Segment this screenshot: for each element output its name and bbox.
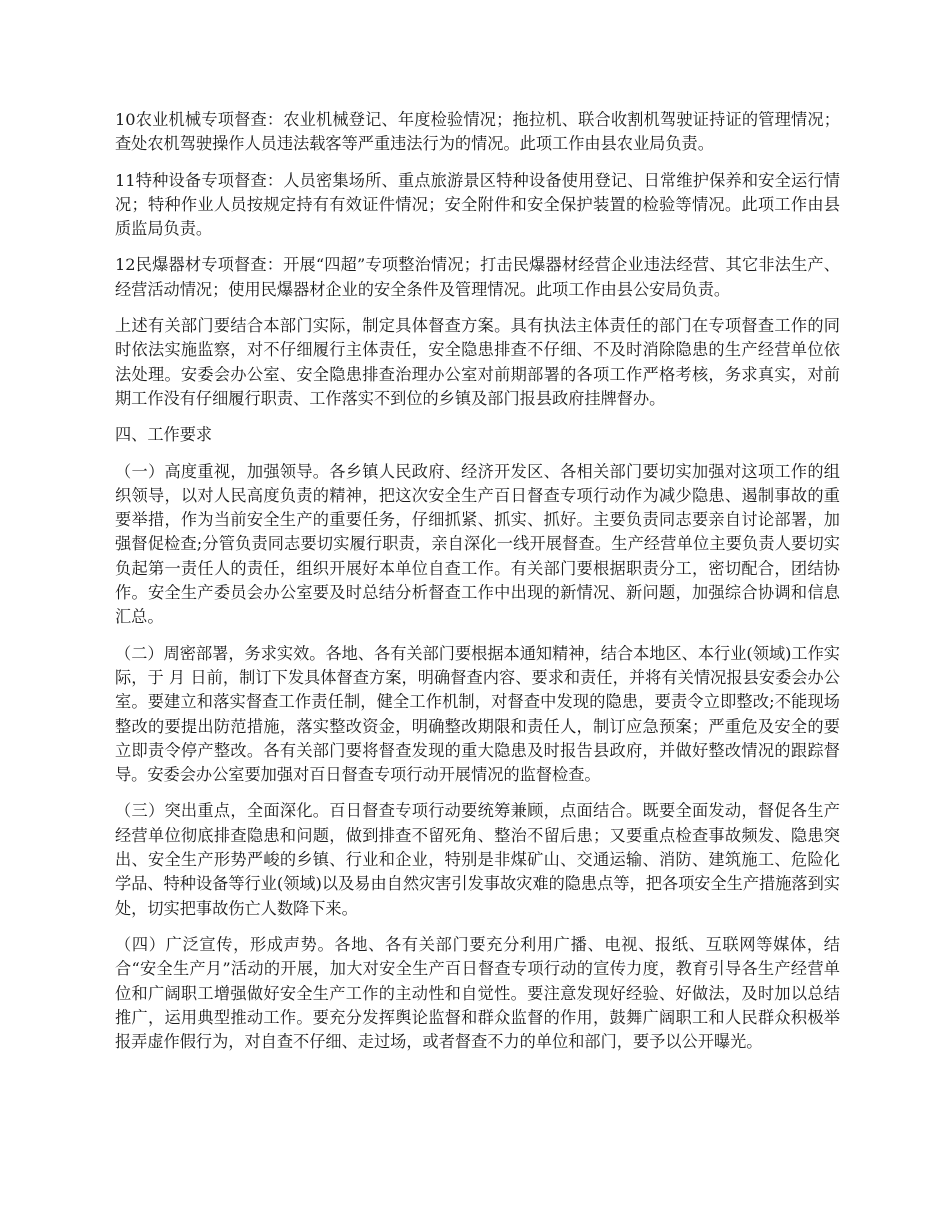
- paragraph-civil-explosives: 12民爆器材专项督查：开展“四超”专项整治情况；打击民爆器材经营企业违法经营、其它非法生产、经营活动情况；使用民爆器材企业的安全条件及管理情况。此项工作由县公安局负责。: [115, 255, 840, 299]
- paragraph-requirement-3: （三）突出重点，全面深化。百日督查专项行动要统筹兼顾，点面结合。既要全面发动，督促各生产经营单位彻底排查隐患和问题，做到排查不留死角、整治不留后患；又要重点检查事故频发、隐患突出、安全生产形势严峻的乡镇、行业和企业，特别是非煤矿山、交通运输、消防、建筑施工、危险化学品、特种设备等行业(领域)以及易由自然灾害引发事故灾难的隐患点等，把各项安全生产措施落到实处，切实把事故伤亡人数降下来。: [115, 801, 840, 918]
- paragraph-department-plans: 上述有关部门要结合本部门实际，制定具体督查方案。具有执法主体责任的部门在专项督查工作的同时依法实施监察，对不仔细履行主体责任，安全隐患排查不仔细、不及时消除隐患的生产经营单位依法处理。安委会办公室、安全隐患排查治理办公室对前期部署的各项工作严格考核，务求真实，对前期工作没有仔细履行职责、工作落实不到位的乡镇及部门报县政府挂牌督办。: [115, 316, 840, 408]
- paragraph-requirement-1: （一）高度重视，加强领导。各乡镇人民政府、经济开发区、各相关部门要切实加强对这项工作的组织领导，以对人民高度负责的精神，把这次安全生产百日督查专项行动作为减少隐患、遏制事故的重要举措，作为当前安全生产的重要任务，仔细抓紧、抓实、抓好。主要负责同志要亲自讨论部署，加强督促检查;分管负责同志要切实履行职责，亲自深化一线开展督查。生产经营单位主要负责人要切实负起第一责任人的责任，组织开展好本单位自查工作。有关部门要根据职责分工，密切配合，团结协作。安全生产委员会办公室要及时总结分析督查工作中出现的新情况、新问题，加强综合协调和信息汇总。: [115, 461, 840, 627]
- section-heading-work-requirements: 四、工作要求: [115, 425, 213, 445]
- paragraph-requirement-2: （二）周密部署，务求实效。各地、各有关部门要根据本通知精神，结合本地区、本行业(领域)工作实际，于 月 日前，制订下发具体督查方案，明确督查内容、要求和责任，并将有关情况报县安委会办公室。要建立和落实督查工作责任制，健全工作机制，对督查中发现的隐患，要责令立即整改;不能现场整改的要提出防范措施，落实整改资金，明确整改期限和责任人，制订应急预案；严重危及安全的要立即责令停产整改。各有关部门要将督查发现的重大隐患及时报告县政府，并做好整改情况的跟踪督导。安委会办公室要加强对百日督查专项行动开展情况的监督检查。: [115, 643, 840, 785]
- paragraph-agricultural-machinery: 10农业机械专项督查：农业机械登记、年度检验情况；拖拉机、联合收割机驾驶证持证的管理情况；查处农机驾驶操作人员违法载客等严重违法行为的情况。此项工作由县农业局负责。: [115, 110, 840, 154]
- document-body: [115, 108, 840, 1066]
- paragraph-special-equipment: 11特种设备专项督查：人员密集场所、重点旅游景区特种设备使用登记、日常维护保养和安全运行情况；特种作业人员按规定持有有效证件情况；安全附件和安全保护装置的检验等情况。此项工作由县质监局负责。: [115, 170, 840, 239]
- paragraph-requirement-4: （四）广泛宣传，形成声势。各地、各有关部门要充分利用广播、电视、报纸、互联网等媒体，结合“安全生产月”活动的开展，加大对安全生产百日督查专项行动的宣传力度，教育引导各生产经营单位和广阔职工增强做好安全生产工作的主动性和自觉性。要注意发现好经验、好做法，及时加以总结推广，运用典型推动工作。要充分发挥舆论监督和群众监督的作用，鼓舞广阔职工和人民群众积极举报弄虚作假行为，对自查不仔细、走过场，或者督查不力的单位和部门，要予以公开曝光。: [115, 934, 840, 1052]
